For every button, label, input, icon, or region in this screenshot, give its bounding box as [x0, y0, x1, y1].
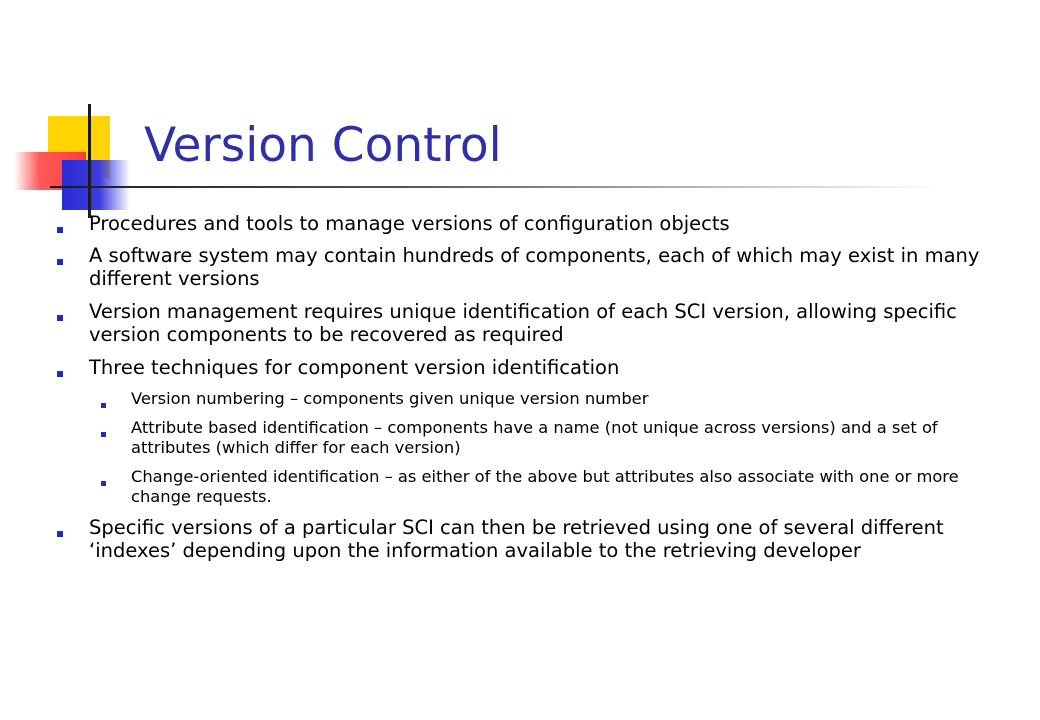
sub-bullet-text: Change-oriented identification – as either of the above but attributes also associate with one or more change requests.: [131, 467, 959, 506]
bullet-item: [56, 244, 1016, 290]
bullet-text: Procedures and tools to manage versions of configuration objects: [89, 212, 730, 235]
bullet-item: [56, 300, 1016, 346]
bullet-text: Specific versions of a particular SCI can then be retrieved using one of several different ‘indexes’ depending upon the information available to the retrieving developer: [89, 516, 944, 562]
decorative-squares-logo: [0, 0, 150, 230]
sub-bullet-marker-icon: [101, 432, 106, 437]
bullet-marker-icon: [57, 315, 63, 321]
bullet-marker-icon: [57, 371, 63, 377]
sub-bullet-item: [98, 418, 1016, 458]
sub-bullet-marker-icon: [101, 481, 106, 486]
slide-title: Version Control: [144, 118, 502, 173]
sub-bullet-text: Version numbering – components given unique version number: [131, 389, 649, 408]
bullet-marker-icon: [57, 259, 63, 265]
sub-bullet-item: [98, 467, 1016, 507]
bullet-text: Version management requires unique identification of each SCI version, allowing specific version components to be recovered as required: [89, 300, 957, 346]
bullet-marker-icon: [57, 227, 63, 233]
vertical-rule: [88, 104, 91, 218]
bullet-item: [56, 356, 1016, 379]
sub-bullet-item: [98, 389, 1016, 409]
sub-bullet-text: Attribute based identification – components have a name (not unique across versions) and a set of attributes (which differ for each version): [131, 418, 938, 457]
bullet-item: [56, 212, 1016, 235]
bullet-item: [56, 516, 1016, 562]
title-underline-rule: [50, 186, 940, 188]
blue-square: [62, 160, 130, 210]
bullet-list: [56, 212, 1016, 572]
bullet-text: A software system may contain hundreds of components, each of which may exist in many different versions: [89, 244, 980, 290]
bullet-marker-icon: [57, 531, 63, 537]
sub-bullet-marker-icon: [101, 403, 106, 408]
bullet-text: Three techniques for component version identification: [89, 356, 620, 379]
